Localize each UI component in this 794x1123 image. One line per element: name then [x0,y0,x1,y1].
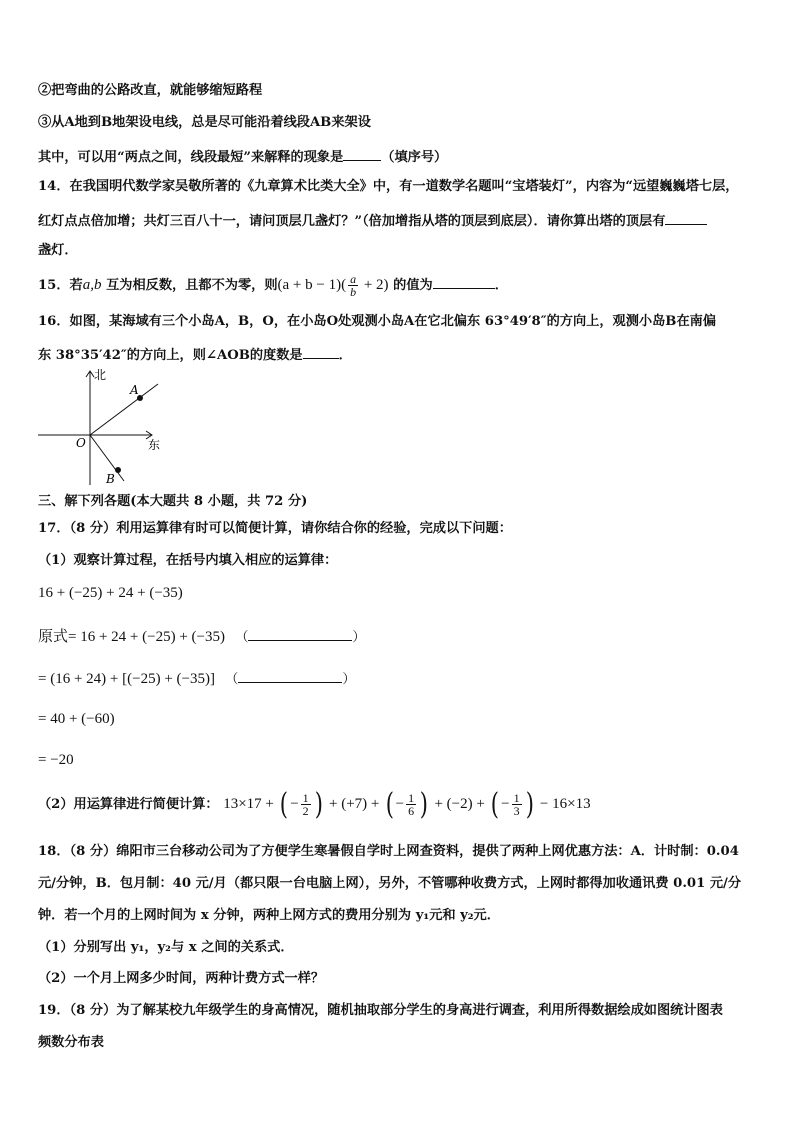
q13-item-3: ③从A地到B地架设电线，总是尽可能沿着线段AB来架设 [38,115,371,130]
q14-line-1: 14．在我国明代数学家吴敬所著的《九章算术比类大全》中，有一道数学名题叫“宝塔装灯”，内容为“远望巍巍塔七层， [38,179,739,194]
q15-answer-blank[interactable] [433,274,495,289]
q17-step-1: 原式= 16 + 24 + (−25) + (−35) （ ） [38,626,756,647]
q17-step-1-blank[interactable] [248,626,352,641]
q18-line-3: 钟．若一个月的上网时间为 x 分钟，两种上网方式的费用分别为 y₁元和 y₂元． [38,908,500,923]
q19-line-2: 频数分布表 [38,1035,104,1050]
q18-sub-1: （1）分别写出 y₁，y₂与 x 之间的关系式． [38,940,294,955]
q19-line-1: 19．（8 分）为了解某校九年级学生的身高情况，随机抽取部分学生的身高进行调查，利用所得数据绘成如图统计图表 [38,1003,723,1018]
q18-line-1: 18．（8 分）绵阳市三台移动公司为了方便学生寒暑假自学时上网查资料，提供了两种上网优惠方法：A．计时制：0.04 [38,844,739,859]
label-O: O [76,436,86,450]
q17-part-2: （2）用运算律进行简便计算： 13×17 + ( − $\frac{1}{2}$ ) + (+7) + ( − $\frac{1}{6}$ ) + (−2) + ( − $\frac{1}{3}$ ) − 16×13 [38,786,591,822]
q18-line-2: 元/分钟，B．包月制：40 元/月（都只限一台电脑上网），另外，不管哪种收费方式，上网时都得加收通讯费 0.01 元/分 [38,876,742,891]
q17-part-1: （1）观察计算过程，在括号内填入相应的运算律： [38,553,338,568]
q13-question: 其中，可以用“两点之间，线段最短”来解释的现象是 （填序号） [38,146,756,167]
q16-answer-blank[interactable] [303,344,339,359]
q17-fraction-1: $\frac{1}{2}$ [302,791,309,818]
q17-step-2: = (16 + 24) + [(−25) + (−35)] （ ） [38,668,756,689]
label-A: A [130,383,139,397]
section-3-heading: 三、解下列各题(本大题共 8 小题，共 72 分) [38,494,308,509]
q16-line-2: 东 38°35′42″的方向上，则∠AOB的度数是 ． [38,344,756,365]
q17-step-3: = 40 + (−60) [38,711,115,727]
q16-diagram [34,365,174,490]
q17-title: 17．（8 分）利用运算律有时可以简便计算，请你结合你的经验，完成以下问题： [38,521,512,536]
q13-item-2: ②把弯曲的公路改直，就能够缩短路程 [38,83,263,98]
label-east: 东 [148,438,161,452]
label-B: B [106,472,115,486]
q18-sub-2: （2）一个月上网多少时间，两种计费方式一样？ [38,971,325,986]
ray-OA [90,384,158,435]
q14-line-2: 红灯点点倍加增；共灯三百八十一，请问顶层几盏灯？”（倍加增指从塔的顶层到底层）．请你算出塔的顶层有 [38,210,756,231]
q16-line-1: 16．如图，某海域有三个小岛A，B，O，在小岛O处观测小岛A在它北偏东 63°49′8″的方向上，观测小岛B在南偏 [38,314,717,329]
label-north: 北 [94,368,107,382]
q17-step-2-blank[interactable] [238,668,342,683]
q14-answer-blank[interactable] [665,210,707,225]
q15-fraction: $\frac{a}{b}$ [350,272,357,299]
q17-fraction-3: $\frac{1}{3}$ [513,791,520,818]
q15-question: 15．若a,b 互为相反数，且都不为零，则(a + b − 1)( $\frac{a}{b}$ + 2) 的值为 ． [38,272,508,299]
q17-step-4: = −20 [38,752,74,768]
q13-answer-blank[interactable] [343,146,381,161]
q17-fraction-2: $\frac{1}{6}$ [408,791,415,818]
q14-line-3: 盏灯． [38,243,78,258]
point-B [115,467,121,473]
q17-expression: 16 + (−25) + 24 + (−35) [38,585,183,601]
